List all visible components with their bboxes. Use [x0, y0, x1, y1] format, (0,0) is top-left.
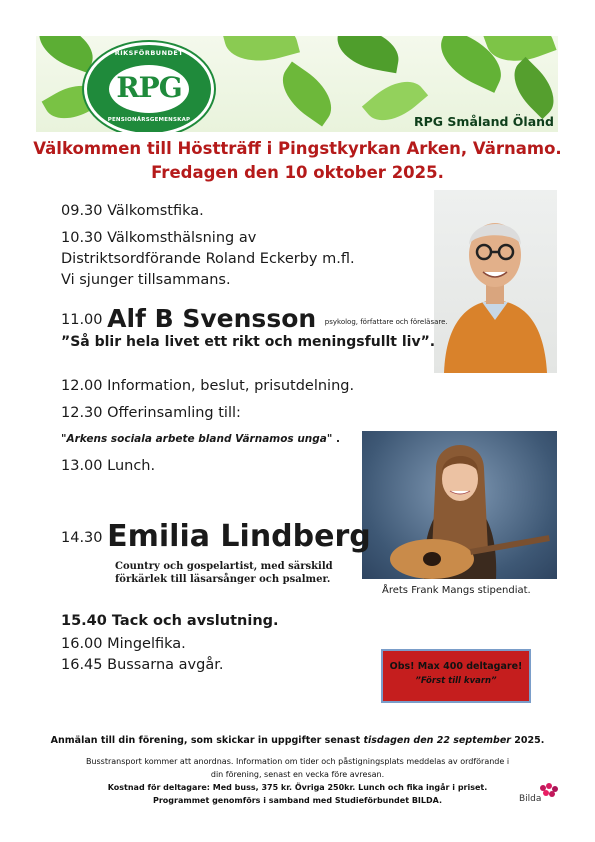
photo-emilia-lindberg — [362, 431, 557, 579]
program-note: Programmet genomförs i samband med Studieförbundet BILDA. — [152, 796, 443, 805]
portrait-illustration — [434, 190, 557, 373]
notice-max-participants: Obs! Max 400 deltagare! — [389, 661, 523, 672]
cost-info: Kostnad för deltagare: Med buss, 375 kr. Övriga 250kr. Lunch och fika ingår i priset. — [107, 783, 488, 792]
region-name: RPG Småland Öland — [414, 114, 554, 129]
emilia-description-line1: Country och gospelartist, med särskild — [115, 561, 333, 572]
emilia-caption: Årets Frank Mangs stipendiat. — [382, 585, 531, 596]
notice-first-come: ”Först till kvarn” — [415, 676, 497, 686]
signup-text: Anmälan till din förening, som skickar in uppgifter senast — [50, 735, 364, 746]
program-greeting-line3: Vi sjunger tillsammans. — [61, 272, 231, 288]
bilda-logo — [519, 782, 563, 810]
leaf-decoration — [503, 57, 558, 119]
emilia-name: Emilia Lindberg — [107, 519, 371, 554]
alf-time: 11.00 — [61, 312, 103, 328]
notice-box — [381, 649, 531, 703]
event-date: Fredagen den 10 oktober 2025. — [151, 163, 444, 182]
program-thanks: 15.40 Tack och avslutning. — [61, 613, 279, 629]
logo-bottom-text: PENSIONÄRSGEMENSKAP — [107, 117, 191, 123]
bilda-text: Bilda — [519, 794, 542, 804]
program-bus: 16.45 Bussarna avgår. — [61, 657, 224, 673]
program-emilia-row — [61, 519, 371, 554]
program-greeting-line1: 10.30 Välkomsthälsning av — [61, 230, 257, 246]
logo-top-text: RIKSFÖRBUNDET — [114, 49, 184, 57]
offering-target-row — [61, 433, 340, 445]
program-greeting-line2: Distriktsordförande Roland Eckerby m.fl. — [61, 251, 355, 267]
program-welcome-fika: 09.30 Välkomstfika. — [61, 203, 204, 219]
leaf-decoration — [333, 36, 403, 73]
bus-info-line1: Busstransport kommer att anordnas. Information om tider och påstigningsplats meddelas av ordförande i — [85, 757, 510, 766]
photo-alf-svensson — [434, 190, 557, 373]
program-alf-row — [61, 304, 448, 333]
emilia-description-line2: förkärlek till läsarsånger och psalmer. — [115, 574, 331, 585]
program-lunch: 13.00 Lunch. — [61, 458, 156, 474]
portrait-illustration — [362, 431, 557, 579]
signup-year: 2025. — [510, 735, 545, 746]
offering-target: "Arkens sociala arbete bland Värnamos unga" — [61, 433, 333, 445]
program-information: 12.00 Information, beslut, prisutdelning. — [61, 378, 355, 394]
signup-date: tisdagen den 22 september — [363, 735, 511, 746]
logo-text: RPG — [116, 71, 182, 104]
offering-target-end: . — [332, 433, 341, 445]
leaf-decoration — [271, 61, 342, 126]
signup-info — [0, 735, 595, 746]
emilia-time: 14.30 — [61, 530, 103, 546]
header-banner — [36, 36, 558, 132]
alf-name: Alf B Svensson — [107, 304, 317, 333]
event-title: Välkommen till Höstträff i Pingstkyrkan Arken, Värnamo. — [33, 139, 562, 158]
bus-info-line2: din förening, senast en vecka före avresan. — [210, 770, 385, 779]
alf-talk-title: ”Så blir hela livet ett rikt och meningsfullt liv”. — [61, 334, 436, 350]
alf-description: psykolog, författare och föreläsare. — [324, 318, 448, 326]
rpg-logo — [84, 42, 214, 132]
program-offering: 12.30 Offerinsamling till: — [61, 405, 241, 421]
program-mingel: 16.00 Mingelfika. — [61, 636, 186, 652]
